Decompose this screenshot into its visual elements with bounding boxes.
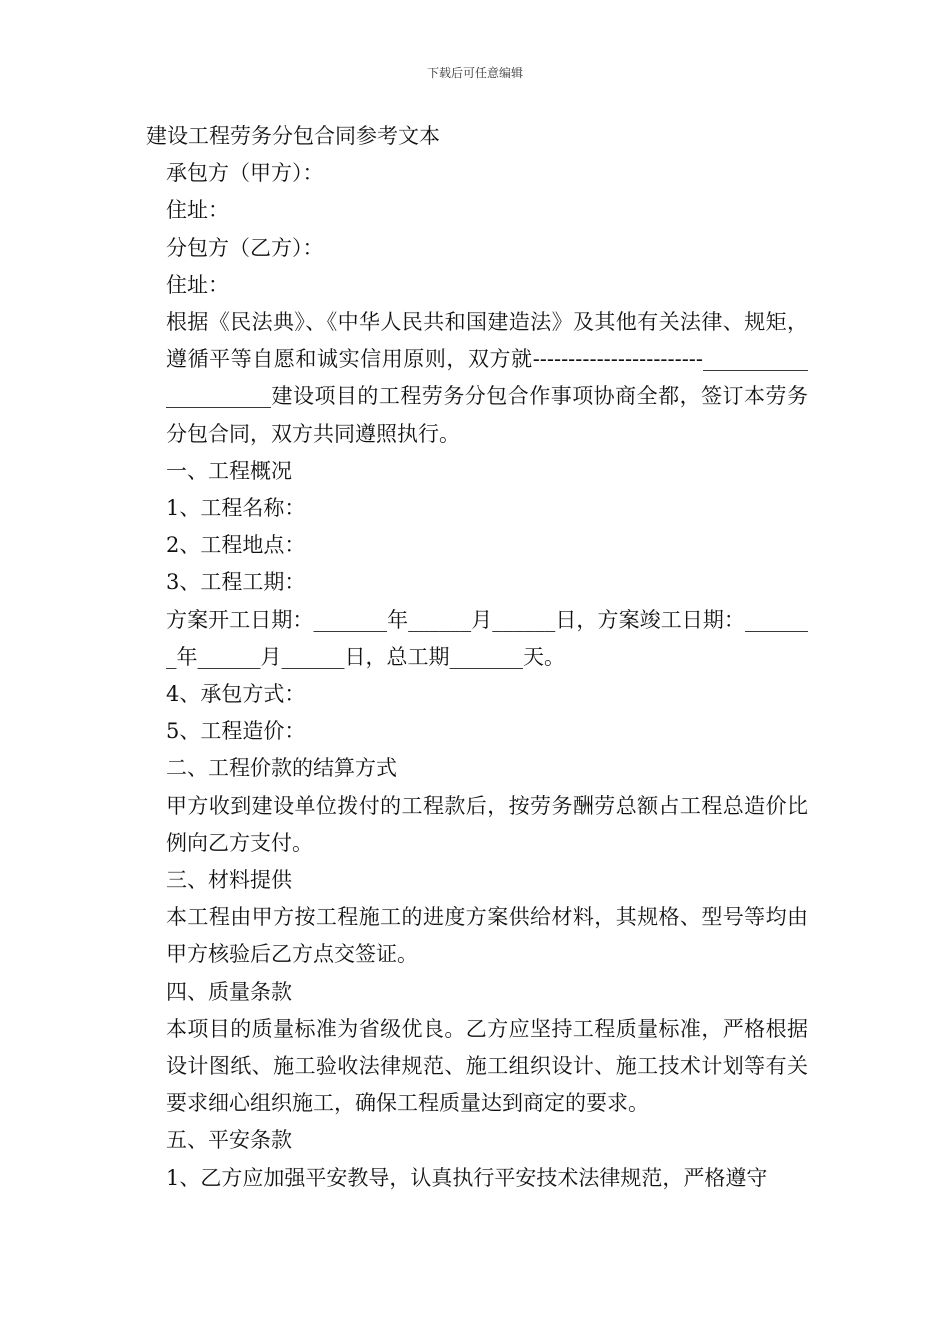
section-heading-safety: 五、平安条款 [166,1128,292,1153]
contractor-address-line: 住址： [166,198,229,223]
document-title: 建设工程劳务分包合同参考文本 [146,124,440,148]
section-heading-materials: 三、材料提供 [166,868,292,893]
contract-document [146,118,808,1197]
section-heading-quality: 四、质量条款 [166,979,292,1004]
project-location-line: 2、工程地点： [166,533,306,558]
settlement-paragraph: 甲方收到建设单位拨付的工程款后，按劳务酬劳总额占工程总造价比例向乙方支付。 [166,793,808,855]
project-cost-line: 5、工程造价： [166,719,306,744]
subcontractor-party-line: 分包方（乙方）： [166,235,324,260]
safety-clause-1: 1、乙方应加强平安教导，认真执行平安技术法律规范，严格遵守 [166,1165,768,1190]
contract-method-line: 4、承包方式： [166,682,306,707]
project-duration-line: 3、工程工期： [166,570,306,595]
contractor-party-line: 承包方（甲方）： [166,161,324,186]
section-heading-overview: 一、工程概况 [166,458,292,483]
section-heading-settlement: 二、工程价款的结算方式 [166,756,397,781]
materials-paragraph: 本工程由甲方按工程施工的进度方案供给材料，其规格、型号等均由甲方核验后乙方点交签证。 [166,905,808,967]
subcontractor-address-line: 住址： [166,272,229,297]
project-name-line: 1、工程名称： [166,496,306,521]
schedule-paragraph: 方案开工日期：_______年______月______日，方案竣工日期：_______年______月______日，总工期_______天。 [166,607,808,669]
preamble-paragraph: 根据《民法典》、《中华人民共和国建造法》及其他有关法律、规矩，遵循平等自愿和诚实信用原则，双方就------------------------____________________建设项目的工程劳务分包合作事项协商全都，签订本劳务分包合同，双方共同遵照执行。 [166,310,808,446]
quality-paragraph: 本项目的质量标准为省级优良。乙方应坚持工程质量标准，严格根据设计图纸、施工验收法律规范、施工组织设计、施工技术计划等有关要求细心组织施工，确保工程质量达到商定的要求。 [166,1016,808,1116]
page-header-note: 下载后可任意编辑 [426,66,523,80]
